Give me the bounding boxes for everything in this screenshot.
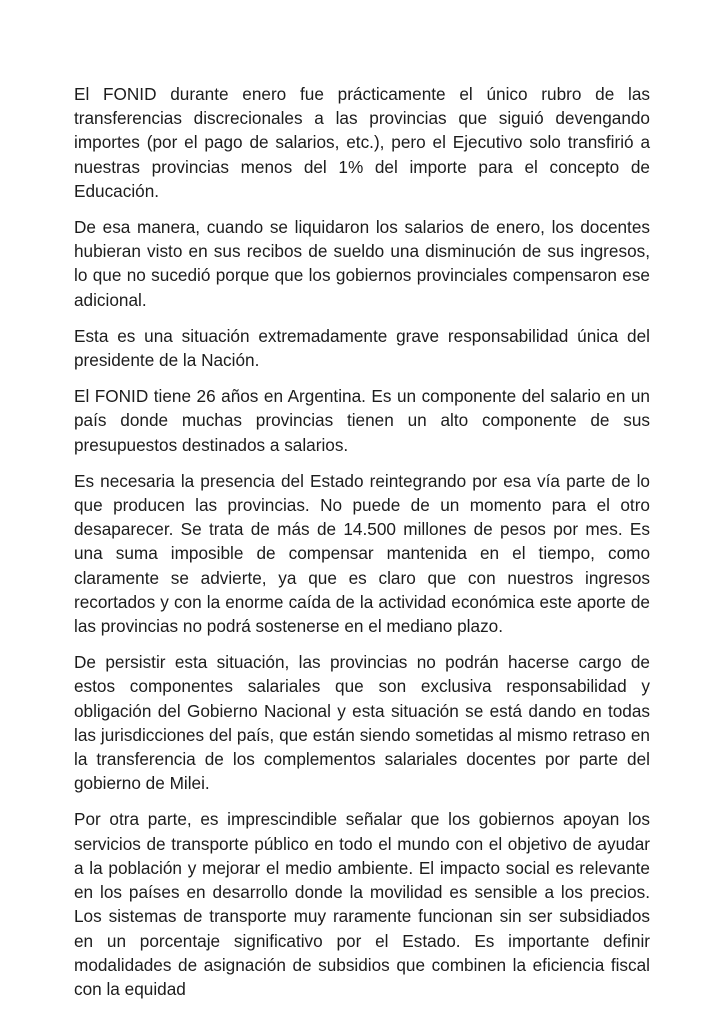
paragraph-presencia-estado: Es necesaria la presencia del Estado reintegrando por esa vía parte de lo que producen las provincias. No puede de un momento para el otro desaparecer. Se trata de más de 14.500 millones de pesos por mes. Es una suma imposible de compensar mantenida en el tiempo, como claramente se advierte, ya que es claro que con nuestros ingresos recortados y con la enorme caída de la actividad económica este aporte de las provincias no podrá sostenerse en el mediano plazo. xyxy=(74,470,650,637)
paragraph-fonid-26-anos: El FONID tiene 26 años en Argentina. Es un componente del salario en un país donde muchas provincias tienen un alto componente de sus presupuestos destinados a salarios. xyxy=(74,386,650,455)
paragraph-responsabilidad: Esta es una situación extremadamente grave responsabilidad única del presidente de la Nación. xyxy=(74,325,650,371)
paragraph-fonid-enero: El FONID durante enero fue prácticamente el único rubro de las transferencias discrecionales a las provincias que siguió devengando importes (por el pago de salarios, etc.), pero el Ejecutivo solo transfirió a nuestras provincias menos del 1% del importe para el concepto de Educación. xyxy=(74,84,650,201)
paragraph-salarios-enero: De esa manera, cuando se liquidaron los salarios de enero, los docentes hubieran visto en sus recibos de sueldo una disminución de sus ingresos, lo que no sucedió porque que los gobiernos provinciales compensaron ese adicional. xyxy=(74,217,650,310)
paragraph-persistir-situacion: De persistir esta situación, las provincias no podrán hacerse cargo de estos componentes salariales que son exclusiva responsabilidad y obligación del Gobierno Nacional y esta situación se está dando en todas las jurisdicciones del país, que están siendo sometidas al mismo retraso en la transferencia de los complementos salariales docentes por parte del gobierno de Milei. xyxy=(74,652,650,794)
paragraph-transporte-publico: Por otra parte, es imprescindible señalar que los gobiernos apoyan los servicios de transporte público en todo el mundo con el objetivo de ayudar a la población y mejorar el medio ambiente. El impacto social es relevante en los países en desarrollo donde la movilidad es sensible a los precios. Los sistemas de transporte muy raramente funcionan sin ser subsidiados en un porcentaje significativo por el Estado. Es importante definir modalidades de asignación de subsidios que combinen la eficiencia fiscal con la equidad xyxy=(74,809,650,999)
document-page xyxy=(74,82,650,1013)
